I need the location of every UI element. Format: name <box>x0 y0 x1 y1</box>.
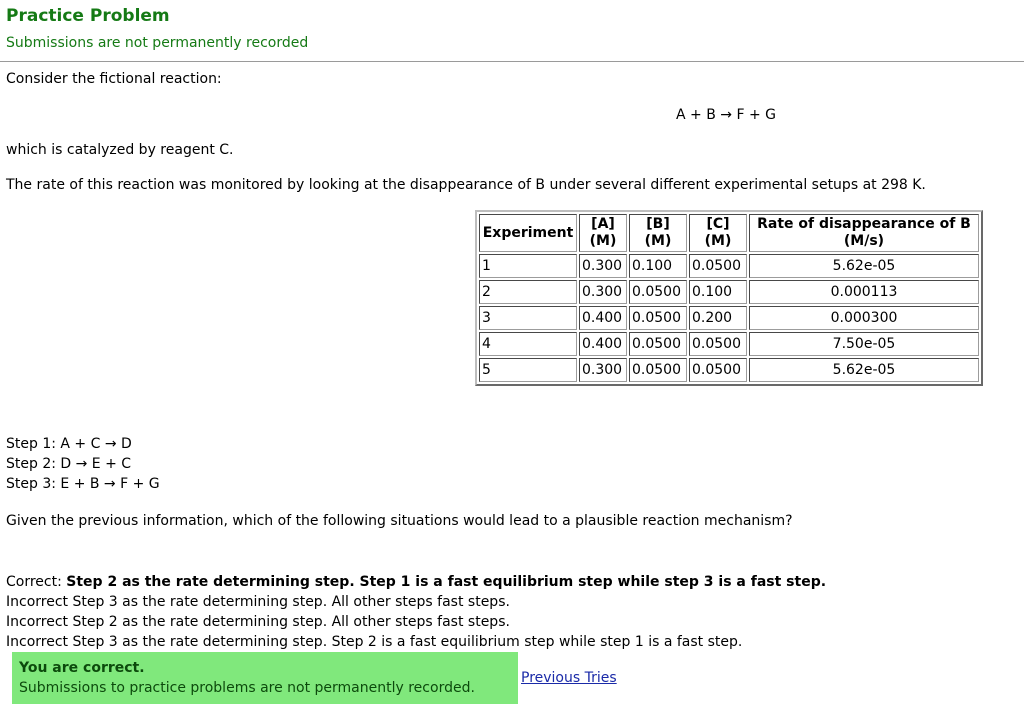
cell-a: 0.400 <box>579 332 627 356</box>
table-header-row <box>479 214 979 252</box>
mechanism-steps <box>6 434 160 494</box>
mechanism-step-2: Step 2: D → E + C <box>6 456 132 472</box>
mechanism-step-3: Step 3: E + B → F + G <box>6 476 160 492</box>
cell-b: 0.100 <box>629 254 687 278</box>
cell-rate: 5.62e-05 <box>749 358 979 382</box>
cell-b: 0.0500 <box>629 332 687 356</box>
cell-experiment: 4 <box>479 332 577 356</box>
feedback-status: You are correct. <box>19 660 145 676</box>
catalyst-text: which is catalyzed by reagent C. <box>6 142 234 158</box>
cell-b: 0.0500 <box>629 280 687 304</box>
page-subtitle: Submissions are not permanently recorded <box>6 35 309 51</box>
cell-c: 0.0500 <box>689 254 747 278</box>
rate-description: The rate of this reaction was monitored by looking at the disappearance of B under several different experimental setups at 298 K. <box>6 177 926 193</box>
header-rate: Rate of disappearance of B (M/s) <box>749 214 979 252</box>
cell-c: 0.100 <box>689 280 747 304</box>
cell-a: 0.400 <box>579 306 627 330</box>
table-row <box>479 280 979 304</box>
cell-c: 0.200 <box>689 306 747 330</box>
table-row <box>479 332 979 356</box>
experiment-table <box>475 210 983 386</box>
cell-c: 0.0500 <box>689 332 747 356</box>
answer-list <box>6 572 826 652</box>
cell-experiment: 5 <box>479 358 577 382</box>
header-b-concentration: [B] (M) <box>629 214 687 252</box>
header-experiment: Experiment <box>479 214 577 252</box>
mechanism-step-1: Step 1: A + C → D <box>6 436 132 452</box>
cell-b: 0.0500 <box>629 358 687 382</box>
cell-a: 0.300 <box>579 358 627 382</box>
correct-answer-text: Step 2 as the rate determining step. Step 1 is a fast equilibrium step while step 3 is a fast step. <box>66 574 827 590</box>
incorrect-answer-1: Incorrect Step 3 as the rate determining step. All other steps fast steps. <box>6 594 510 610</box>
reaction-equation: A + B → F + G <box>676 107 776 123</box>
cell-rate: 5.62e-05 <box>749 254 979 278</box>
table-row <box>479 358 979 382</box>
header-a-concentration: [A] (M) <box>579 214 627 252</box>
intro-text: Consider the fictional reaction: <box>6 71 222 87</box>
incorrect-answer-2: Incorrect Step 2 as the rate determining step. All other steps fast steps. <box>6 614 510 630</box>
table-row <box>479 306 979 330</box>
correct-label: Correct: <box>6 574 62 590</box>
correct-answer <box>6 572 826 592</box>
cell-a: 0.300 <box>579 280 627 304</box>
correct-feedback-box <box>12 652 518 704</box>
cell-rate: 0.000300 <box>749 306 979 330</box>
header-c-concentration: [C] (M) <box>689 214 747 252</box>
cell-experiment: 1 <box>479 254 577 278</box>
incorrect-answer-3: Incorrect Step 3 as the rate determining step. Step 2 is a fast equilibrium step while step 1 is a fast step. <box>6 634 743 650</box>
question-text: Given the previous information, which of the following situations would lead to a plausible reaction mechanism? <box>6 513 793 529</box>
cell-b: 0.0500 <box>629 306 687 330</box>
table-row <box>479 254 979 278</box>
feedback-note: Submissions to practice problems are not permanently recorded. <box>19 680 475 696</box>
cell-c: 0.0500 <box>689 358 747 382</box>
cell-a: 0.300 <box>579 254 627 278</box>
header-divider <box>0 61 1024 62</box>
cell-experiment: 3 <box>479 306 577 330</box>
previous-tries-link[interactable]: Previous Tries <box>521 670 617 686</box>
cell-experiment: 2 <box>479 280 577 304</box>
page-title: Practice Problem <box>6 6 170 26</box>
cell-rate: 7.50e-05 <box>749 332 979 356</box>
cell-rate: 0.000113 <box>749 280 979 304</box>
